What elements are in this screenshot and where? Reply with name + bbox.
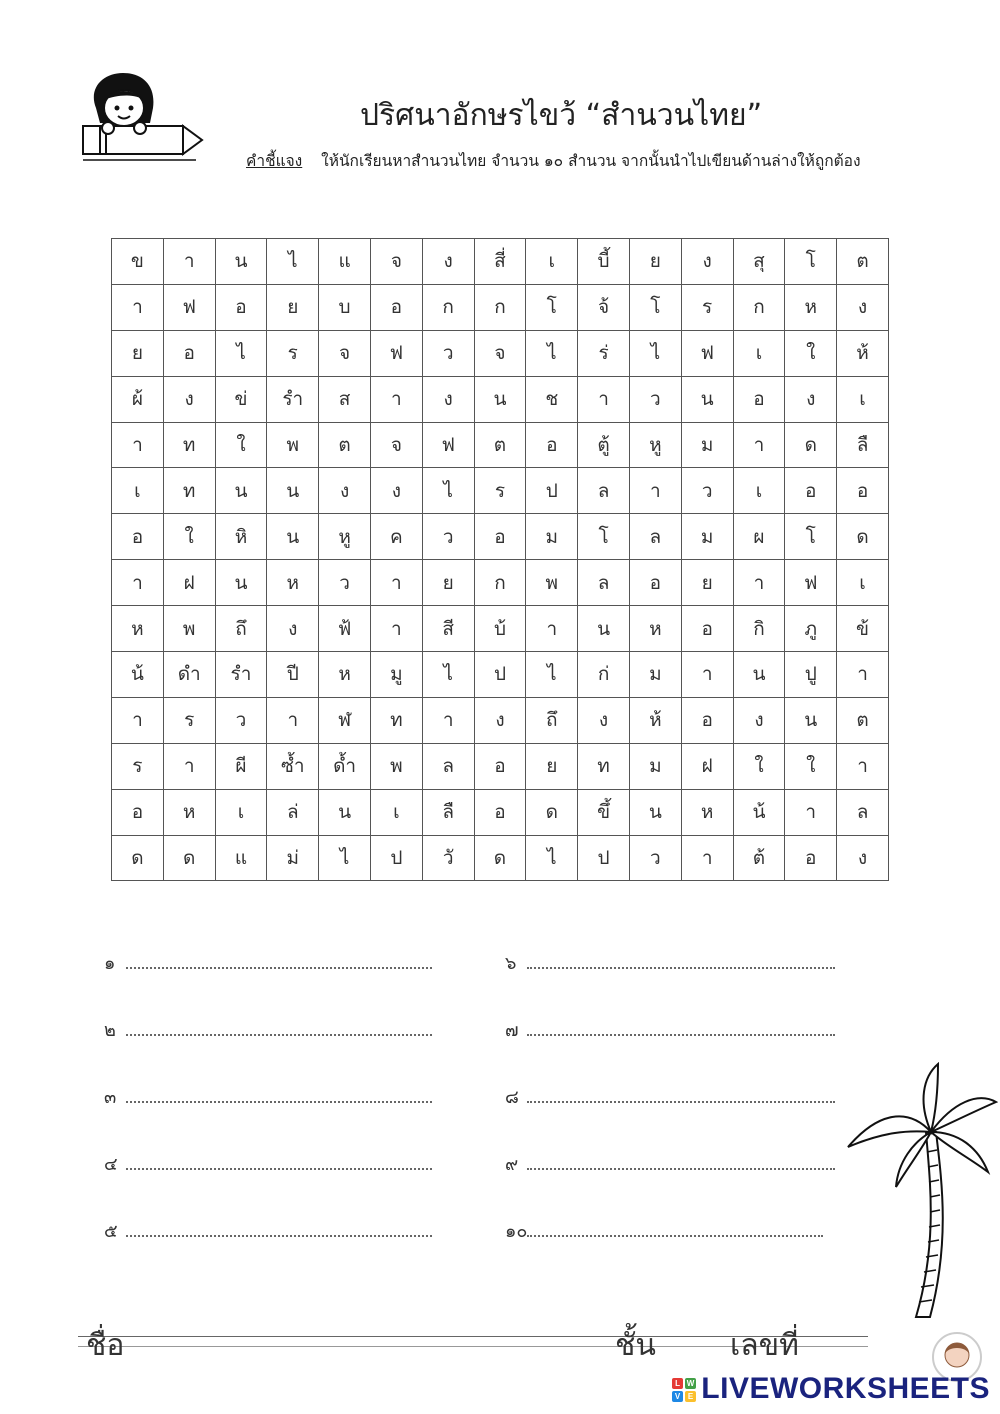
grid-cell[interactable]: เ — [112, 468, 164, 514]
grid-cell[interactable]: ซ้ำ — [267, 743, 319, 789]
grid-cell[interactable]: า — [112, 560, 164, 606]
grid-cell[interactable]: จ — [319, 330, 371, 376]
grid-cell[interactable]: แ — [319, 239, 371, 285]
grid-cell[interactable]: น — [267, 468, 319, 514]
grid-cell[interactable]: ย — [681, 560, 733, 606]
grid-cell[interactable]: ว — [629, 376, 681, 422]
grid-cell[interactable]: ด — [785, 422, 837, 468]
grid-cell[interactable]: อ — [474, 743, 526, 789]
grid-cell[interactable]: ร — [163, 697, 215, 743]
grid-cell[interactable]: ม — [681, 422, 733, 468]
grid-cell[interactable]: แ — [215, 835, 267, 881]
grid-cell[interactable]: หู — [319, 514, 371, 560]
grid-cell[interactable]: อ — [629, 560, 681, 606]
grid-cell[interactable]: า — [837, 652, 889, 698]
grid-cell[interactable]: ใ — [785, 743, 837, 789]
grid-cell[interactable]: เ — [215, 789, 267, 835]
grid-row — [112, 376, 889, 422]
grid-cell[interactable]: ปู — [785, 652, 837, 698]
grid-cell[interactable]: ฟ — [422, 422, 474, 468]
grid-cell[interactable]: ง — [681, 239, 733, 285]
grid-cell[interactable]: พ — [163, 606, 215, 652]
grid-cell[interactable]: า — [785, 789, 837, 835]
grid-cell[interactable]: ก — [422, 284, 474, 330]
grid-cell[interactable]: อ — [681, 606, 733, 652]
grid-cell[interactable]: ฟ้ — [319, 606, 371, 652]
grid-cell[interactable]: ห — [629, 606, 681, 652]
grid-row — [112, 652, 889, 698]
grid-cell[interactable]: ล — [422, 743, 474, 789]
liveworksheets-logo — [671, 1372, 990, 1406]
grid-cell[interactable]: หู — [629, 422, 681, 468]
grid-cell[interactable]: ด — [112, 835, 164, 881]
answer-number: ๘ — [505, 1087, 519, 1108]
grid-cell[interactable]: ย — [422, 560, 474, 606]
grid-cell[interactable]: ล่ — [267, 789, 319, 835]
answer-number: ๖ — [505, 953, 517, 974]
grid-cell[interactable]: า — [370, 376, 422, 422]
answer-number: ๓ — [104, 1087, 117, 1108]
grid-cell[interactable]: โ — [785, 239, 837, 285]
instruction — [246, 148, 861, 173]
grid-cell[interactable]: พ — [526, 560, 578, 606]
grid-cell[interactable]: า — [112, 697, 164, 743]
grid-cell[interactable]: อ — [112, 789, 164, 835]
grid-cell[interactable]: อ — [112, 514, 164, 560]
answer-line[interactable] — [104, 1149, 432, 1178]
grid-cell[interactable]: มู — [370, 652, 422, 698]
grid-cell[interactable]: ไ — [267, 239, 319, 285]
grid-cell[interactable]: บี้ — [578, 239, 630, 285]
grid-cell[interactable]: ไ — [526, 835, 578, 881]
grid-cell[interactable]: ใ — [785, 330, 837, 376]
answer-blank[interactable] — [126, 1154, 432, 1170]
answer-number: ๑ — [104, 953, 116, 974]
grid-cell[interactable]: น — [681, 376, 733, 422]
grid-cell[interactable]: ต — [319, 422, 371, 468]
grid-cell[interactable]: ฟ — [681, 330, 733, 376]
grid-cell[interactable]: น — [785, 697, 837, 743]
answer-blank[interactable] — [126, 953, 432, 969]
grid-cell[interactable]: ว — [215, 697, 267, 743]
grid-cell[interactable]: อ — [163, 330, 215, 376]
grid-cell[interactable]: า — [267, 697, 319, 743]
grid-cell[interactable]: จ — [370, 239, 422, 285]
grid-cell[interactable]: ก — [474, 560, 526, 606]
grid-cell[interactable]: ค — [370, 514, 422, 560]
grid-cell[interactable]: ม — [526, 514, 578, 560]
answer-blank[interactable] — [527, 953, 835, 969]
grid-cell[interactable]: ไ — [629, 330, 681, 376]
grid-cell[interactable]: ร่ — [578, 330, 630, 376]
grid-row — [112, 606, 889, 652]
answer-number: ๕ — [104, 1221, 118, 1242]
grid-cell[interactable]: จ — [370, 422, 422, 468]
answer-number: ๑๐ — [505, 1221, 528, 1242]
grid-cell[interactable]: ไ — [319, 835, 371, 881]
grid-cell[interactable]: ว — [422, 514, 474, 560]
grid-cell[interactable]: า — [733, 560, 785, 606]
answer-blank[interactable] — [126, 1020, 432, 1036]
grid-cell[interactable]: ง — [837, 835, 889, 881]
answer-line[interactable] — [505, 948, 835, 977]
grid-cell[interactable]: ดำ — [163, 652, 215, 698]
grid-cell[interactable]: ง — [837, 284, 889, 330]
grid-cell[interactable]: ร — [681, 284, 733, 330]
answer-line[interactable] — [104, 1015, 432, 1044]
grid-cell[interactable]: อ — [837, 468, 889, 514]
grid-cell[interactable]: น — [215, 239, 267, 285]
grid-cell[interactable]: ม่ — [267, 835, 319, 881]
grid-cell[interactable]: น — [215, 560, 267, 606]
grid-cell[interactable]: อ — [785, 468, 837, 514]
grid-cell[interactable]: ง — [785, 376, 837, 422]
grid-cell[interactable]: ง — [319, 468, 371, 514]
answer-blank[interactable] — [126, 1221, 432, 1237]
grid-cell[interactable]: เ — [837, 560, 889, 606]
answer-line[interactable] — [104, 1216, 432, 1245]
grid-cell[interactable]: ก — [474, 284, 526, 330]
grid-row — [112, 514, 889, 560]
grid-cell[interactable]: ฟ — [785, 560, 837, 606]
grid-cell[interactable]: ต — [837, 239, 889, 285]
grid-cell[interactable]: ย — [267, 284, 319, 330]
grid-cell[interactable]: ห้ — [629, 697, 681, 743]
grid-cell[interactable]: ไ — [526, 330, 578, 376]
grid-cell[interactable]: ย — [526, 743, 578, 789]
grid-cell[interactable]: ว — [319, 560, 371, 606]
grid-cell[interactable]: ฬ — [319, 697, 371, 743]
grid-cell[interactable]: เ — [837, 376, 889, 422]
grid-row — [112, 835, 889, 881]
answer-blank[interactable] — [126, 1087, 432, 1103]
grid-cell[interactable]: ตู้ — [578, 422, 630, 468]
grid-cell[interactable]: ภู — [785, 606, 837, 652]
grid-cell[interactable]: โ — [526, 284, 578, 330]
grid-cell[interactable]: ร — [112, 743, 164, 789]
grid-cell[interactable]: ไ — [422, 652, 474, 698]
grid-cell[interactable]: โ — [629, 284, 681, 330]
grid-row — [112, 560, 889, 606]
grid-cell[interactable]: ง — [422, 239, 474, 285]
grid-row — [112, 422, 889, 468]
grid-cell[interactable]: ง — [267, 606, 319, 652]
grid-cell[interactable]: ฝ — [163, 560, 215, 606]
grid-cell[interactable]: ป — [474, 652, 526, 698]
grid-row — [112, 697, 889, 743]
grid-cell[interactable]: ท — [370, 697, 422, 743]
logo-text: LIVEWORKSHEETS — [701, 1372, 990, 1405]
grid-cell[interactable]: ป — [370, 835, 422, 881]
grid-cell[interactable]: ก่ — [578, 652, 630, 698]
class-label: ชั้น — [615, 1328, 656, 1363]
grid-cell[interactable]: น — [578, 606, 630, 652]
grid-cell[interactable]: ด — [837, 514, 889, 560]
grid-cell[interactable]: น — [319, 789, 371, 835]
grid-cell[interactable]: ข่ — [215, 376, 267, 422]
grid-cell[interactable]: า — [370, 606, 422, 652]
grid-cell[interactable]: ถึ — [215, 606, 267, 652]
answer-line[interactable] — [505, 1216, 823, 1245]
grid-cell[interactable]: า — [837, 743, 889, 789]
grid-cell[interactable]: น — [267, 514, 319, 560]
grid-cell[interactable]: ล — [837, 789, 889, 835]
grid-cell[interactable]: ท — [163, 468, 215, 514]
grid-cell[interactable]: ร — [474, 468, 526, 514]
grid-cell[interactable]: น้ — [733, 789, 785, 835]
grid-cell[interactable]: อ — [474, 789, 526, 835]
instruction-label: คำชี้แจง — [246, 152, 303, 170]
logo-badge-letter: V — [672, 1391, 683, 1402]
grid-cell[interactable]: อ — [370, 284, 422, 330]
grid-row — [112, 789, 889, 835]
grid-cell[interactable]: ปี — [267, 652, 319, 698]
grid-cell[interactable]: จ — [474, 330, 526, 376]
grid-row — [112, 468, 889, 514]
grid-cell[interactable]: า — [526, 606, 578, 652]
grid-cell[interactable]: สี — [422, 606, 474, 652]
grid-cell[interactable]: ม — [629, 743, 681, 789]
grid-cell[interactable]: ห — [319, 652, 371, 698]
grid-row — [112, 743, 889, 789]
instruction-text: ให้นักเรียนหาสำนวนไทย จำนวน ๑๐ สำนวน จากนั้นนำไปเขียนด้านล่างให้ถูกต้อง — [321, 152, 861, 170]
grid-cell[interactable]: ขึ้ — [578, 789, 630, 835]
grid-cell[interactable]: ไ — [422, 468, 474, 514]
word-search-grid — [111, 238, 889, 881]
answer-line[interactable] — [505, 1082, 835, 1111]
grid-cell[interactable]: ท — [578, 743, 630, 789]
grid-cell[interactable]: ห — [681, 789, 733, 835]
grid-cell[interactable]: น — [215, 468, 267, 514]
grid-cell[interactable]: ว — [681, 468, 733, 514]
grid-cell[interactable]: ผ้ — [112, 376, 164, 422]
grid-cell[interactable]: น — [474, 376, 526, 422]
grid-cell[interactable]: ผ — [733, 514, 785, 560]
grid-cell[interactable]: น — [733, 652, 785, 698]
answer-line[interactable] — [505, 1149, 835, 1178]
grid-cell[interactable]: ล — [578, 560, 630, 606]
grid-cell[interactable]: ช — [526, 376, 578, 422]
logo-badge-letter: L — [672, 1378, 683, 1389]
grid-cell[interactable]: ข้ — [837, 606, 889, 652]
grid-cell[interactable]: ล — [629, 514, 681, 560]
grid-cell[interactable]: ถึ — [526, 697, 578, 743]
grid-cell[interactable]: า — [629, 468, 681, 514]
grid-cell[interactable]: ส — [319, 376, 371, 422]
name-label: ชื่อ — [86, 1328, 125, 1363]
grid-cell[interactable]: ห — [163, 789, 215, 835]
grid-cell[interactable]: ง — [370, 468, 422, 514]
grid-cell[interactable]: พ — [370, 743, 422, 789]
answer-line[interactable] — [505, 1015, 835, 1044]
grid-cell[interactable]: ร — [267, 330, 319, 376]
grid-cell[interactable]: า — [112, 284, 164, 330]
grid-cell[interactable]: ง — [578, 697, 630, 743]
grid-cell[interactable]: ห — [267, 560, 319, 606]
grid-cell[interactable]: บ้ — [474, 606, 526, 652]
girl-pencil-illustration — [78, 68, 208, 168]
grid-cell[interactable]: ลื — [837, 422, 889, 468]
grid-cell[interactable]: า — [422, 697, 474, 743]
grid-cell[interactable]: ต — [474, 422, 526, 468]
grid-cell[interactable]: ห — [785, 284, 837, 330]
answer-blank[interactable] — [527, 1154, 835, 1170]
grid-cell[interactable]: อ — [733, 376, 785, 422]
grid-cell[interactable]: บ — [319, 284, 371, 330]
grid-cell[interactable]: ง — [422, 376, 474, 422]
grid-cell[interactable]: อ — [474, 514, 526, 560]
grid-cell[interactable]: ไ — [215, 330, 267, 376]
answer-blank[interactable] — [527, 1221, 823, 1237]
grid-cell[interactable]: ต — [837, 697, 889, 743]
grid-cell[interactable]: ข — [112, 239, 164, 285]
grid-cell[interactable]: า — [681, 652, 733, 698]
grid-cell[interactable]: สี่ — [474, 239, 526, 285]
grid-cell[interactable]: น — [629, 789, 681, 835]
grid-cell[interactable]: ด้ำ — [319, 743, 371, 789]
grid-cell[interactable]: รำ — [215, 652, 267, 698]
answer-blank[interactable] — [527, 1087, 835, 1103]
grid-cell[interactable]: น้ — [112, 652, 164, 698]
grid-cell[interactable]: ก — [733, 284, 785, 330]
grid-cell[interactable]: า — [578, 376, 630, 422]
grid-cell[interactable]: ด — [526, 789, 578, 835]
grid-cell[interactable]: ฟ — [163, 284, 215, 330]
logo-badge — [671, 1377, 697, 1403]
grid-cell[interactable]: อ — [681, 697, 733, 743]
answer-line[interactable] — [104, 1082, 432, 1111]
grid-cell[interactable]: สุ — [733, 239, 785, 285]
page-title: ปริศนาอักษรไขว้ “สำนวนไทย” — [360, 98, 763, 133]
grid-cell[interactable]: า — [681, 835, 733, 881]
grid-cell[interactable]: ด — [163, 835, 215, 881]
grid-cell[interactable]: เ — [733, 330, 785, 376]
answer-number: ๗ — [505, 1020, 519, 1041]
grid-cell[interactable]: ง — [733, 697, 785, 743]
grid-cell[interactable]: า — [163, 743, 215, 789]
grid-cell[interactable]: โ — [578, 514, 630, 560]
grid-cell[interactable]: ผี — [215, 743, 267, 789]
grid-cell[interactable]: า — [163, 239, 215, 285]
grid-cell[interactable]: า — [370, 560, 422, 606]
grid-row — [112, 284, 889, 330]
grid-row — [112, 330, 889, 376]
grid-cell[interactable]: ฟ — [370, 330, 422, 376]
grid-cell[interactable]: ห — [112, 606, 164, 652]
logo-badge-letter: E — [685, 1391, 696, 1402]
grid-cell[interactable]: เ — [733, 468, 785, 514]
grid-cell[interactable]: ลื — [422, 789, 474, 835]
grid-cell[interactable]: วั — [422, 835, 474, 881]
grid-cell[interactable]: อ — [215, 284, 267, 330]
grid-cell[interactable]: ฝ — [681, 743, 733, 789]
grid-cell[interactable]: ป — [526, 468, 578, 514]
grid-cell[interactable]: ใ — [215, 422, 267, 468]
grid-row — [112, 239, 889, 285]
grid-cell[interactable]: ว — [629, 835, 681, 881]
grid-cell[interactable]: ม — [629, 652, 681, 698]
grid-cell[interactable]: ใ — [163, 514, 215, 560]
grid-cell[interactable]: ง — [474, 697, 526, 743]
grid-cell[interactable]: ป — [578, 835, 630, 881]
grid-cell[interactable]: ม — [681, 514, 733, 560]
grid-cell[interactable]: โ — [785, 514, 837, 560]
answer-blank[interactable] — [527, 1020, 835, 1036]
grid-cell[interactable]: จ้ — [578, 284, 630, 330]
grid-cell[interactable]: า — [112, 422, 164, 468]
grid-cell[interactable]: อ — [785, 835, 837, 881]
grid-cell[interactable]: ใ — [733, 743, 785, 789]
grid-cell[interactable]: หิ — [215, 514, 267, 560]
grid-cell[interactable]: พ — [267, 422, 319, 468]
grid-cell[interactable]: ด — [474, 835, 526, 881]
answer-number: ๙ — [505, 1154, 519, 1175]
answer-line[interactable] — [104, 948, 432, 977]
grid-cell[interactable]: ล — [578, 468, 630, 514]
grid-cell[interactable]: ต้ — [733, 835, 785, 881]
grid-cell[interactable]: ย — [629, 239, 681, 285]
grid-cell[interactable]: ห้ — [837, 330, 889, 376]
grid-cell[interactable]: เ — [370, 789, 422, 835]
grid-cell[interactable]: ย — [112, 330, 164, 376]
logo-badge-letter: W — [686, 1379, 695, 1389]
grid-cell[interactable]: เ — [526, 239, 578, 285]
grid-cell[interactable]: รำ — [267, 376, 319, 422]
grid-cell[interactable]: ไ — [526, 652, 578, 698]
answer-number: ๔ — [104, 1154, 118, 1175]
grid-cell[interactable]: กิ — [733, 606, 785, 652]
palm-tree-illustration — [838, 1062, 998, 1324]
grid-cell[interactable]: อ — [526, 422, 578, 468]
grid-cell[interactable]: ง — [163, 376, 215, 422]
grid-cell[interactable]: ท — [163, 422, 215, 468]
number-label: เลขที่ — [730, 1328, 799, 1363]
answer-number: ๒ — [104, 1020, 116, 1041]
grid-cell[interactable]: ว — [422, 330, 474, 376]
grid-cell[interactable]: า — [733, 422, 785, 468]
